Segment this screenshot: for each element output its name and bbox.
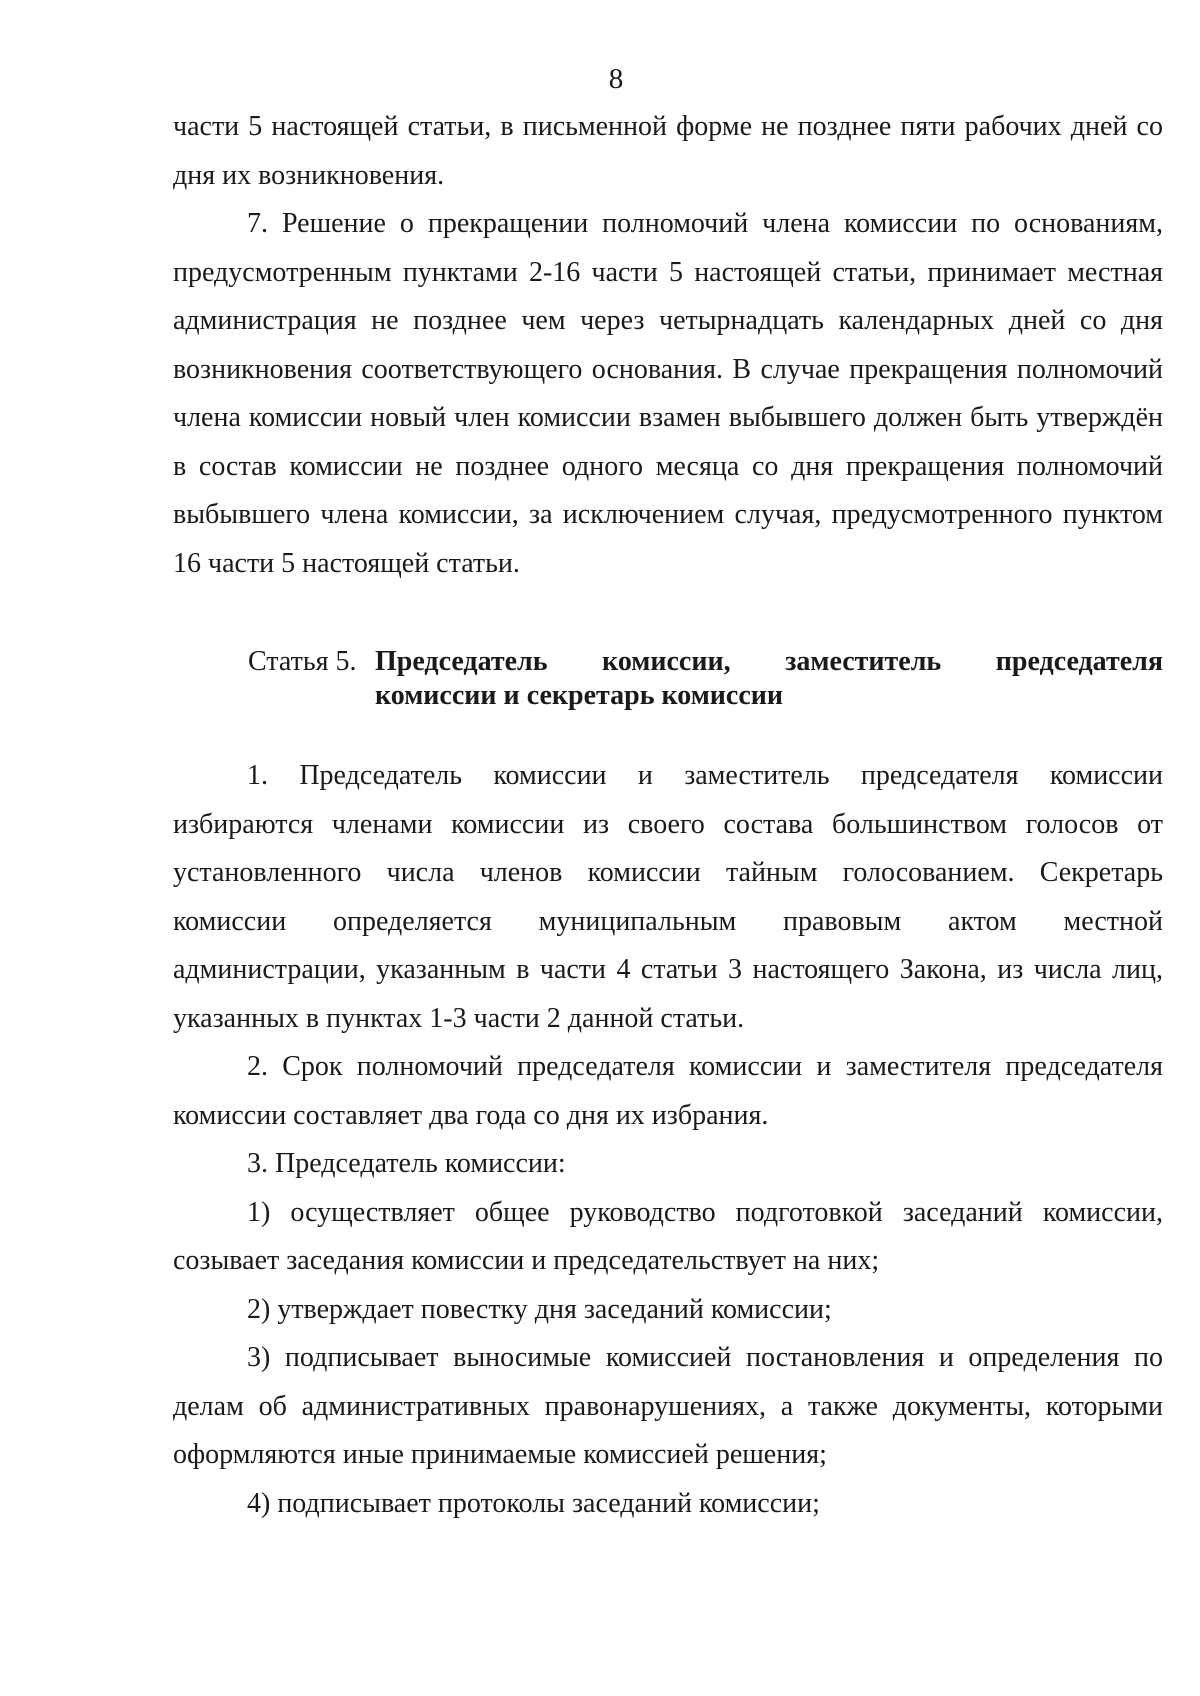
- subitem-3: 3) подписывает выносимые комиссией постановления и определения по делам об административных правонарушениях, а также документы, которыми оформляются иные принимаемые комиссией решения;: [173, 1342, 1163, 1470]
- subitem-4: 4) подписывает протоколы заседаний комиссии;: [247, 1487, 820, 1519]
- text-block-bottom: [173, 752, 1163, 1528]
- article-title-line-2: комиссии и секретарь комиссии: [375, 680, 784, 711]
- page-number: 8: [608, 63, 624, 95]
- article-heading: [248, 645, 1163, 713]
- article-number: Статья 5.: [248, 646, 357, 677]
- subitem-2: 2) утверждает повестку дня заседаний комиссии;: [247, 1293, 832, 1325]
- text-block-top: [173, 103, 1163, 588]
- paragraph-continuation: части 5 настоящей статьи, в письменной форме не позднее пяти рабочих дней со дня их возникновения.: [173, 111, 1163, 191]
- paragraph-item-2: 2. Срок полномочий председателя комиссии и заместителя председателя комиссии составляет два года со дня их избрания.: [173, 1051, 1163, 1131]
- subitem-1: 1) осуществляет общее руководство подготовкой заседаний комиссии, созывает заседания комиссии и председательствует на них;: [173, 1196, 1163, 1276]
- article-title: [375, 645, 1163, 713]
- article-title-line-1: Председатель комиссии, заместитель председателя: [375, 646, 1163, 677]
- paragraph-item-3: 3. Председатель комиссии:: [247, 1148, 566, 1179]
- paragraph-item-7: 7. Решение о прекращении полномочий члена комиссии по основаниям, предусмотренным пунктами 2-16 части 5 настоящей статьи, принимает местная администрация не позднее чем через четырнадцать календарных дней со дня возникновения соответствующего основания. В случае прекращения полномочий члена комиссии новый член комиссии взамен выбывшего должен быть утверждён в состав комиссии не позднее одного месяца со дня прекращения полномочий выбывшего члена комиссии, за исключением случая, предусмотренного пунктом 16 части 5 настоящей статьи.: [173, 208, 1163, 579]
- paragraph-item-1: 1. Председатель комиссии и заместитель председателя комиссии избираются членами комиссии из своего состава большинством голосов от установленного числа членов комиссии тайным голосованием. Секретарь комиссии определяется муниципальным правовым актом местной администрации, указанным в части 4 статьи 3 настоящего Закона, из числа лиц, указанных в пунктах 1-3 части 2 данной статьи.: [173, 760, 1163, 1034]
